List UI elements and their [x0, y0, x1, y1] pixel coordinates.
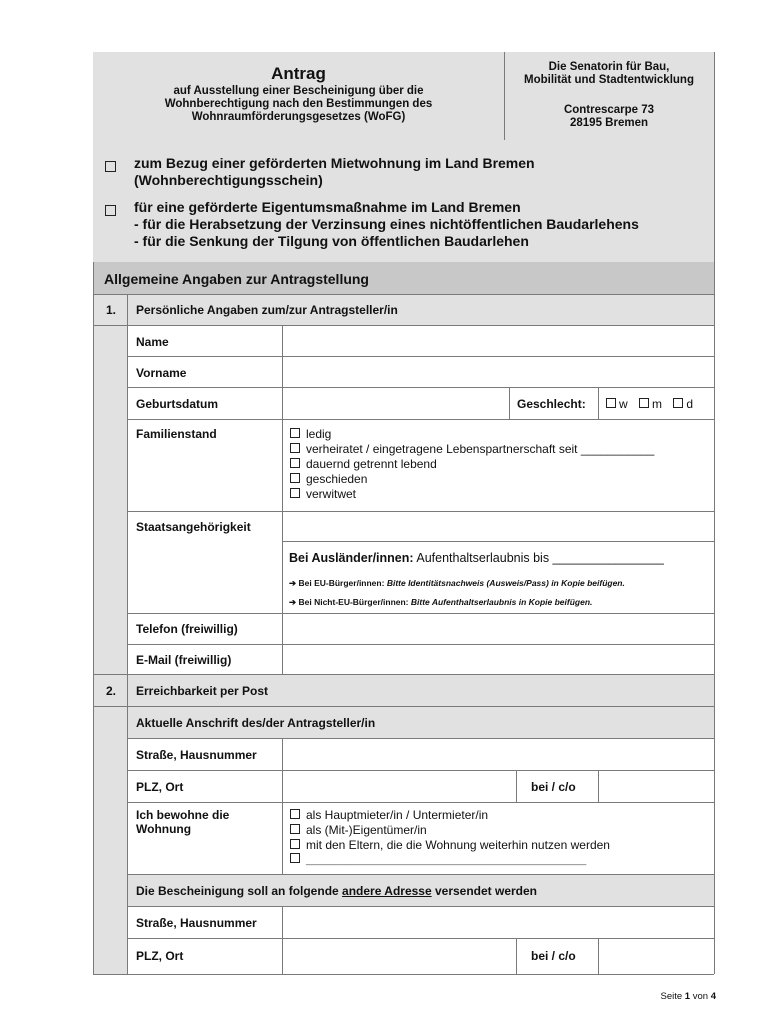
familienstand-option[interactable]	[290, 427, 654, 442]
checkbox[interactable]	[290, 809, 300, 819]
strasse2-label: Straße, Hausnummer	[136, 916, 257, 930]
grid-line	[509, 387, 510, 419]
grid-line	[127, 802, 714, 803]
bewohne-label-line: Ich bewohne die	[136, 808, 230, 822]
bewohne-label	[136, 808, 229, 836]
bewohne-option[interactable]	[290, 838, 610, 853]
email-input[interactable]	[283, 645, 714, 674]
checkbox[interactable]	[290, 488, 300, 498]
grid-line	[93, 974, 714, 975]
option-label: als (Mit-)Eigentümer/in	[306, 823, 427, 837]
bei-co2-input[interactable]	[599, 939, 714, 974]
geschlecht-options	[606, 397, 693, 412]
plz-ort2-input[interactable]	[283, 939, 516, 974]
grid-line	[282, 541, 714, 542]
bewohne-option[interactable]	[290, 808, 610, 823]
grid-line	[93, 294, 714, 295]
section-header-title: Allgemeine Angaben zur Antragstellung	[104, 271, 369, 287]
bei-co-label: bei / c/o	[531, 780, 576, 794]
purpose-line: (Wohnberechtigungsschein)	[134, 172, 323, 188]
purpose-option-eigentum	[134, 199, 639, 250]
plz-ort-label: PLZ, Ort	[136, 780, 184, 794]
purpose-line: - für die Herabsetzung der Verzinsung eines nichtöffentlichen Baudarlehens	[134, 216, 639, 232]
vorname-label: Vorname	[136, 366, 187, 380]
geburtsdatum-input[interactable]	[283, 388, 509, 419]
strasse-input[interactable]	[283, 739, 714, 770]
telefon-input[interactable]	[283, 614, 714, 644]
bei-co2-label: bei / c/o	[531, 949, 576, 963]
grid-line	[516, 770, 517, 802]
option-label: geschieden	[306, 472, 368, 486]
other-address-suffix: versendet werden	[431, 884, 538, 898]
eu-note-text: Bitte Identitätsnachweis (Ausweis/Pass) in Kopie beifügen.	[386, 578, 625, 588]
geschlecht-label: Geschlecht:	[517, 397, 586, 411]
geschlecht-d-checkbox[interactable]	[673, 398, 683, 408]
grid-line	[516, 938, 517, 974]
familienstand-option[interactable]	[290, 472, 654, 487]
sec1-title: Persönliche Angaben zum/zur Antragsteller/in	[136, 303, 398, 317]
vorname-input[interactable]	[283, 357, 714, 387]
geschlecht-d-label: d	[686, 397, 694, 411]
eu-note	[289, 578, 625, 589]
authority-address	[504, 104, 714, 130]
grid-line	[598, 387, 599, 419]
subtitle-line: auf Ausstellung einer Bescheinigung über die	[173, 85, 424, 97]
purpose-checkbox-eigentum[interactable]	[105, 205, 116, 216]
grid-line	[127, 419, 714, 420]
checkbox[interactable]	[290, 443, 300, 453]
other-address-title	[136, 884, 537, 898]
address-line: Contrescarpe 73	[563, 104, 655, 116]
form-title: Antrag	[271, 64, 326, 83]
geschlecht-m-label: m	[652, 397, 663, 411]
subtitle-line: Wohnraumförderungsgesetzes (WoFG)	[191, 111, 406, 123]
address-line: 28195 Bremen	[570, 117, 648, 129]
noneu-note	[289, 597, 592, 608]
sec2-number: 2.	[106, 684, 117, 698]
purpose-option-mietwohnung	[134, 155, 535, 189]
authority-name	[504, 61, 714, 87]
page-current: 1	[684, 991, 691, 1002]
checkbox[interactable]	[290, 839, 300, 849]
checkbox[interactable]	[290, 458, 300, 468]
option-label: verwitwet	[306, 487, 357, 501]
grid-line	[93, 706, 714, 707]
grid-line	[714, 52, 715, 974]
option-label: als Hauptmieter/in / Untermieter/in	[306, 808, 489, 822]
bewohne-options	[290, 808, 610, 868]
purpose-line: - für die Senkung der Tilgung von öffentlichen Baudarlehen	[134, 233, 529, 249]
noneu-note-text: Bitte Aufenthaltserlaubnis in Kopie beifügen.	[410, 597, 593, 607]
staatsangehoerigkeit-input[interactable]	[283, 512, 714, 541]
familienstand-option[interactable]	[290, 457, 654, 472]
grid-line	[93, 262, 94, 974]
current-address-title: Aktuelle Anschrift des/der Antragsteller/in	[136, 716, 376, 730]
option-label: verheiratet / eingetragene Lebenspartnerschaft seit ___________	[306, 442, 655, 456]
strasse2-input[interactable]	[283, 907, 714, 938]
grid-line	[127, 294, 128, 974]
bewohne-option[interactable]	[290, 853, 610, 868]
page-prefix: Seite	[660, 991, 685, 1002]
staatsangehoerigkeit-label: Staatsangehörigkeit	[136, 520, 251, 534]
geschlecht-w-checkbox[interactable]	[606, 398, 616, 408]
strasse-label: Straße, Hausnummer	[136, 748, 257, 762]
other-address-prefix: Die Bescheinigung soll an folgende	[136, 884, 343, 898]
bewohne-option[interactable]	[290, 823, 610, 838]
sec1-number: 1.	[106, 303, 117, 317]
authority-line: Mobilität und Stadtentwicklung	[524, 74, 694, 86]
purpose-line: für eine geförderte Eigentumsmaßnahme im Land Bremen	[134, 199, 521, 215]
bewohne-label-line: Wohnung	[136, 822, 192, 836]
plz-ort-input[interactable]	[283, 771, 516, 802]
purpose-checkbox-mietwohnung[interactable]	[105, 161, 116, 172]
page-number	[640, 991, 716, 1002]
bei-co-input[interactable]	[599, 771, 714, 802]
option-label: ________________________________________________________	[306, 855, 587, 865]
checkbox[interactable]	[290, 428, 300, 438]
page-mid: von	[690, 991, 711, 1002]
familienstand-option[interactable]	[290, 442, 654, 457]
eu-note-prefix: ➔ Bei EU-Bürger/innen:	[289, 578, 385, 588]
sec2-left-column	[93, 706, 127, 974]
purpose-line: zum Bezug einer geförderten Mietwohnung im Land Bremen	[134, 155, 535, 171]
sec2-title: Erreichbarkeit per Post	[136, 684, 269, 698]
grid-line	[127, 874, 714, 875]
auslaender-text: Aufenthaltserlaubnis bis ________________	[416, 551, 664, 565]
auslaender-label: Bei Ausländer/innen:	[289, 551, 414, 565]
name-label: Name	[136, 335, 169, 349]
familienstand-option[interactable]	[290, 487, 654, 502]
authority-line: Die Senatorin für Bau,	[548, 61, 670, 73]
checkbox[interactable]	[290, 473, 300, 483]
geburtsdatum-label: Geburtsdatum	[136, 397, 219, 411]
sec1-left-column	[93, 325, 127, 674]
option-label: mit den Eltern, die die Wohnung weiterhin nutzen werden	[306, 838, 610, 852]
email-label: E-Mail (freiwillig)	[136, 653, 232, 667]
option-label: dauernd getrennt lebend	[306, 457, 437, 471]
other-address-underlined: andere Adresse	[342, 884, 432, 898]
familienstand-options	[290, 427, 654, 502]
geschlecht-w-label: w	[619, 397, 628, 411]
grid-line	[93, 674, 714, 675]
geschlecht-m-checkbox[interactable]	[639, 398, 649, 408]
checkbox[interactable]	[290, 853, 300, 863]
checkbox[interactable]	[290, 824, 300, 834]
form-subtitle	[93, 85, 504, 124]
page-total: 4	[710, 991, 716, 1002]
name-input[interactable]	[283, 326, 714, 356]
telefon-label: Telefon (freiwillig)	[136, 622, 238, 636]
auslaender-line	[289, 551, 664, 565]
option-label: ledig	[306, 427, 332, 441]
plz-ort2-label: PLZ, Ort	[136, 949, 184, 963]
noneu-note-prefix: ➔ Bei Nicht-EU-Bürger/innen:	[289, 597, 409, 607]
subtitle-line: Wohnberechtigung nach den Bestimmungen des	[164, 98, 433, 110]
familienstand-label: Familienstand	[136, 427, 217, 441]
